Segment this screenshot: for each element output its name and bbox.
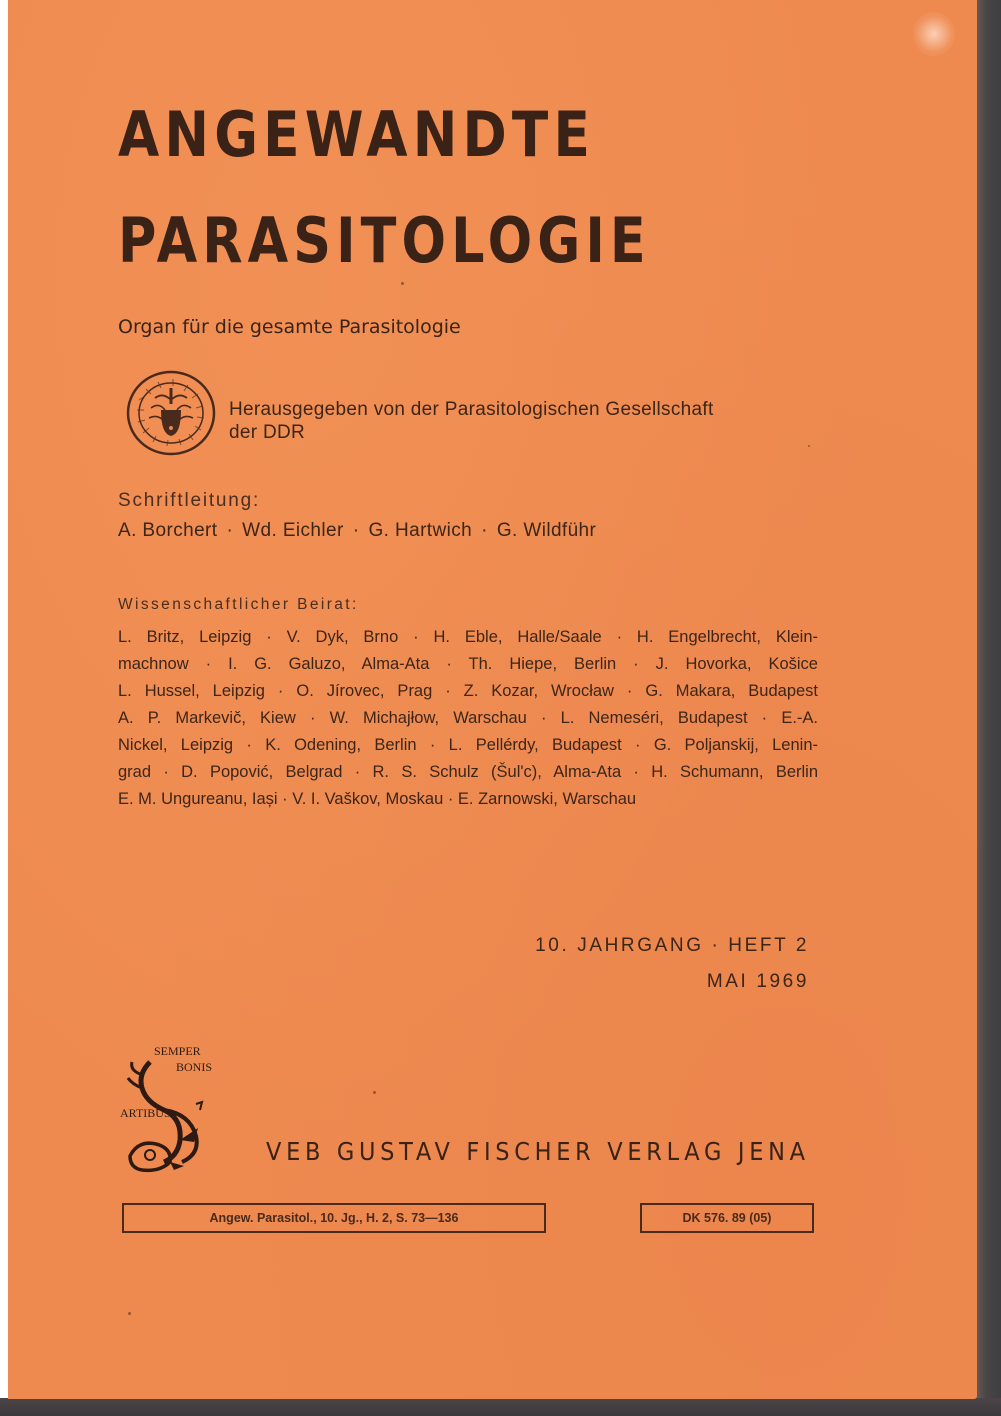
publishing-house: VEB GUSTAV FISCHER VERLAG JENA: [266, 1137, 810, 1166]
paper-speck: [808, 445, 810, 447]
editor-name: Wd. Eichler: [242, 520, 344, 541]
issue-date: MAI 1969: [706, 971, 809, 992]
citation-box: [122, 1203, 546, 1233]
editors-list: [118, 520, 596, 542]
board-line: L. Britz, Leipzig · V. Dyk, Brno · H. Eble, Halle/Saale · H. Engelbrecht, Klein-: [118, 628, 818, 646]
logo-motto-word: ARTIBUS: [120, 1106, 171, 1120]
publisher-statement: [229, 398, 714, 444]
board-line: Nickel, Leipzig · K. Odening, Berlin · L. Pellérdy, Budapest · G. Poljanskij, Lenin-: [118, 736, 818, 754]
advisory-board-label: Wissenschaftlicher Beirat:: [118, 596, 359, 613]
publisher-line2: der DDR: [229, 422, 306, 443]
society-seal-icon: [125, 370, 217, 456]
editor-name: G. Wildführ: [496, 520, 597, 541]
volume-issue: 10. JAHRGANG · HEFT 2: [535, 935, 809, 956]
board-line: machnow · I. G. Galuzo, Alma-Ata · Th. Hiepe, Berlin · J. Hovorka, Košice: [118, 655, 818, 673]
dolphin-logo-icon: [120, 1044, 230, 1174]
logo-motto-word: BONIS: [176, 1060, 213, 1074]
separator: ·: [481, 520, 488, 541]
editor-name: G. Hartwich: [368, 520, 473, 541]
classification-text: DK 576. 89 (05): [682, 1211, 772, 1225]
board-line: E. M. Ungureanu, Iași · V. I. Vaškov, Moskau · E. Zarnowski, Warschau: [118, 790, 637, 808]
logo-motto-word: SEMPER: [154, 1044, 201, 1058]
journal-title-line2: PARASITOLOGIE: [118, 204, 651, 277]
paper-speck: [401, 282, 404, 285]
journal-subtitle: Organ für die gesamte Parasitologie: [118, 316, 461, 338]
classification-box: [640, 1203, 814, 1233]
editors-label: Schriftleitung:: [118, 490, 261, 511]
paper-speck: [373, 1091, 376, 1094]
journal-title-line1: ANGEWANDTE: [118, 98, 596, 171]
advisory-board-list: [118, 624, 818, 813]
scan-backdrop-right: [976, 0, 1001, 1416]
board-line: A. P. Markevič, Kiew · W. Michajłow, Warschau · L. Nemeséri, Budapest · E.-A.: [118, 709, 818, 727]
board-line: L. Hussel, Leipzig · O. Jírovec, Prag · Z. Kozar, Wrocław · G. Makara, Budapest: [118, 682, 818, 700]
journal-cover: [8, 0, 977, 1399]
citation-text: Angew. Parasitol., 10. Jg., H. 2, S. 73—136: [209, 1211, 459, 1225]
paper-stain: [913, 12, 955, 56]
publisher-line1: Herausgegeben von der Parasitologischen Gesellschaft: [229, 399, 714, 420]
scan-backdrop-bottom: [0, 1398, 1001, 1416]
board-line: grad · D. Popović, Belgrad · R. S. Schulz (Šul'c), Alma-Ata · H. Schumann, Berlin: [118, 763, 818, 781]
issue-info: [535, 928, 809, 1000]
separator: ·: [352, 520, 360, 541]
separator: ·: [226, 520, 234, 541]
paper-speck: [128, 1312, 131, 1315]
editor-name: A. Borchert: [118, 520, 218, 541]
